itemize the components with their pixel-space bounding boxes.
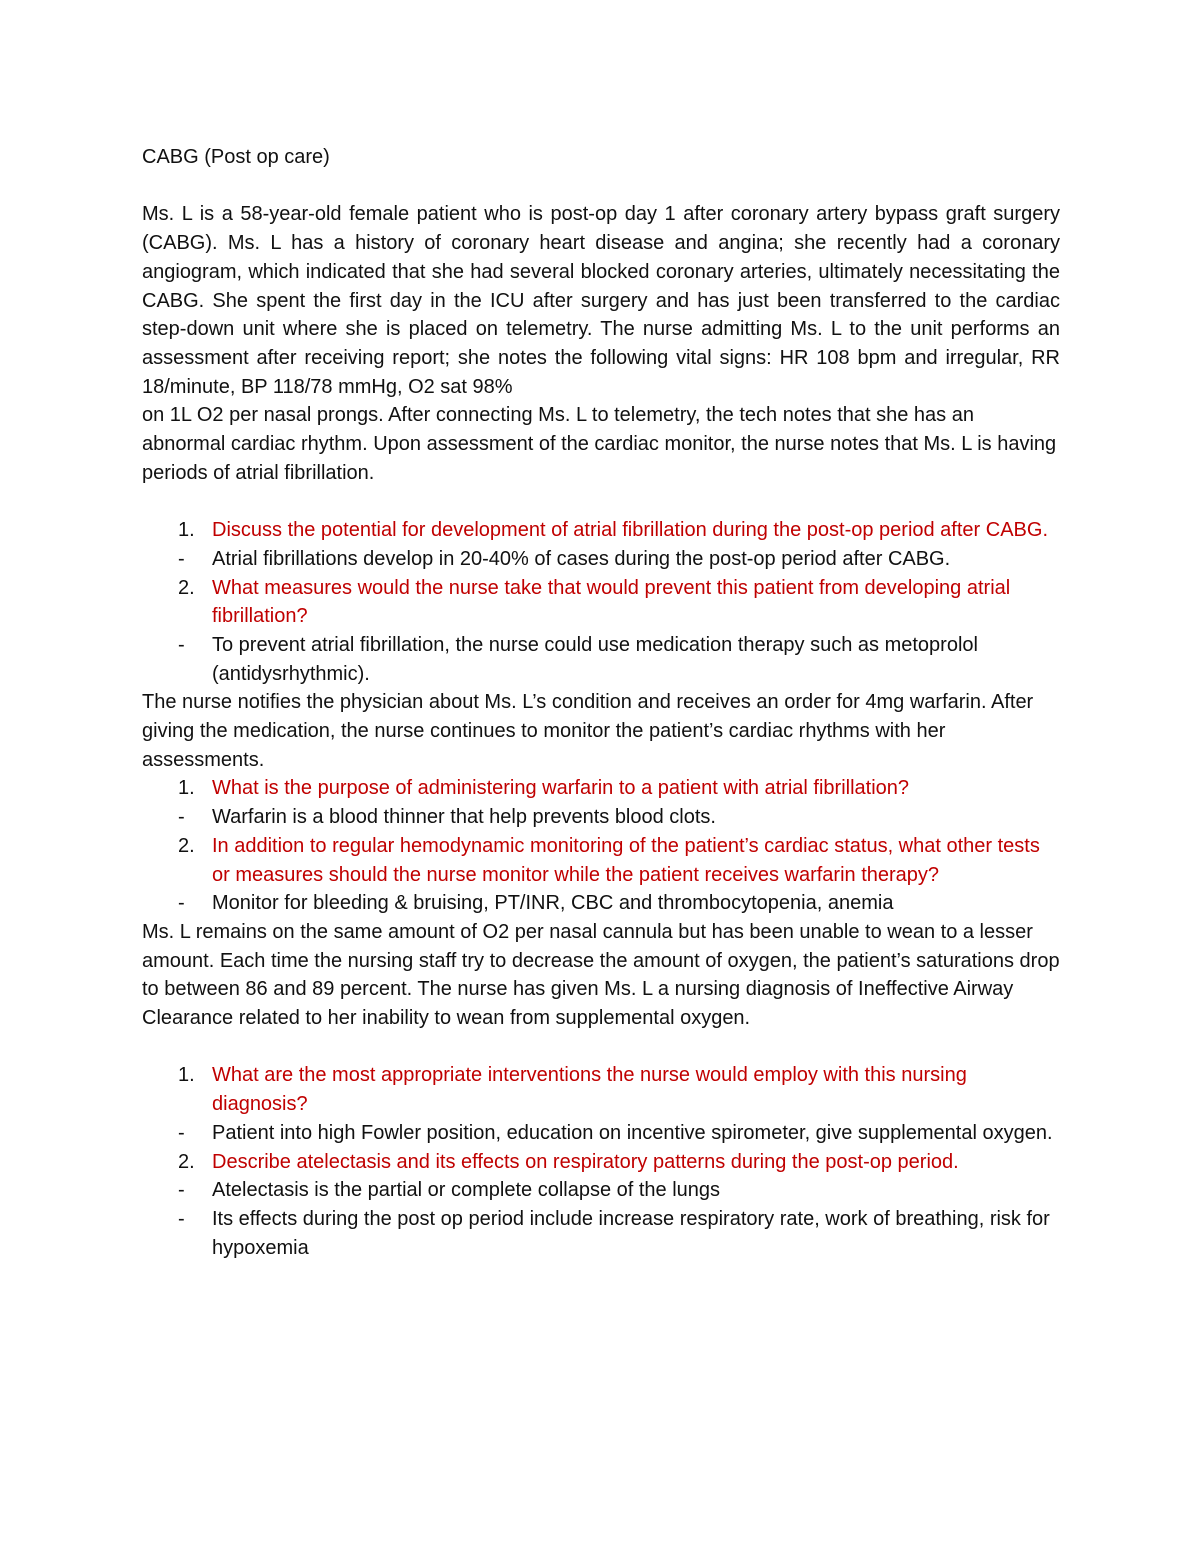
answer-bullet: -: [178, 633, 185, 656]
question-number: 2.: [178, 834, 195, 857]
answer-bullet: -: [178, 547, 185, 570]
question-text: Describe atelectasis and its effects on respiratory patterns during the post-op period.: [212, 1150, 959, 1173]
question-text: In addition to regular hemodynamic monitoring of the patient’s cardiac status, what other tests or measures should the nurse monitor while the patient receives warfarin therapy?: [212, 834, 1040, 886]
spacer: [142, 1033, 1060, 1062]
document-page: [142, 143, 1060, 1262]
question-number: 2.: [178, 1150, 195, 1173]
answer-item: [142, 545, 1060, 574]
answer-bullet: -: [178, 806, 185, 829]
question-number: 1.: [178, 519, 195, 542]
answer-bullet: -: [178, 892, 185, 915]
answer-bullet: -: [178, 1207, 185, 1230]
answer-item: [142, 1119, 1060, 1148]
intro-paragraph-continued: on 1L O2 per nasal prongs. After connecting Ms. L to telemetry, the tech notes that she has an abnormal cardiac rhythm. Upon assessment of the cardiac monitor, the nurse notes that Ms. L is having periods of atrial fibrillation.: [142, 404, 1057, 484]
paragraph-oxygen: Ms. L remains on the same amount of O2 per nasal cannula but has been unable to wean to a lesser amount. Each time the nursing staff try to decrease the amount of oxygen, the patient’s saturations drop to between 86 and 89 percent. The nurse has given Ms. L a nursing diagnosis of Ineffective Airway Clearance related to her inability to wean from supplemental oxygen.: [142, 920, 1060, 1030]
question-text: What is the purpose of administering warfarin to a patient with atrial fibrillation?: [212, 777, 910, 800]
answer-text: To prevent atrial fibrillation, the nurse could use medication therapy such as metoprolol (antidysrhythmic).: [212, 633, 978, 685]
question-list-3: [142, 1061, 1060, 1262]
intro-paragraph: Ms. L is a 58-year-old female patient who is post-op day 1 after coronary artery bypass graft surgery (CABG). Ms. L has a history of coronary heart disease and angina; she recently had a coronary angiogram, which indicated that she had several blocked coronary arteries, ultimately necessitating the CABG. She spent the first day in the ICU after surgery and has just been transferred to the cardiac step-down unit where she is placed on telemetry. The nurse admitting Ms. L to the unit performs an assessment after receiving report; she notes the following vital signs: HR 108 bpm and irregular, RR 18/minute, BP 118/78 mmHg, O2 sat 98%: [142, 203, 1060, 398]
question-number: 1.: [178, 777, 195, 800]
question-list-1: [142, 516, 1060, 688]
question-number: 1.: [178, 1064, 195, 1087]
question-text: What measures would the nurse take that would prevent this patient from developing atrial fibrillation?: [212, 576, 1011, 628]
answer-text: Its effects during the post op period include increase respiratory rate, work of breathing, risk for hypoxemia: [212, 1207, 1050, 1259]
answer-item: [142, 1176, 1060, 1205]
question-item: [142, 574, 1060, 631]
answer-item: [142, 631, 1060, 688]
answer-text: Monitor for bleeding & bruising, PT/INR, CBC and thrombocytopenia, anemia: [212, 892, 894, 915]
question-item: [142, 774, 1060, 803]
document-title: CABG (Post op care): [142, 146, 330, 168]
answer-text: Atrial fibrillations develop in 20-40% of cases during the post-op period after CABG.: [212, 547, 951, 570]
answer-item: [142, 803, 1060, 832]
question-item: [142, 1061, 1060, 1118]
answer-bullet: -: [178, 1121, 185, 1144]
question-item: [142, 832, 1060, 889]
answer-text: Warfarin is a blood thinner that help prevents blood clots.: [212, 806, 716, 829]
spacer: [142, 487, 1060, 516]
answer-text: Atelectasis is the partial or complete collapse of the lungs: [212, 1179, 721, 1202]
answer-text: Patient into high Fowler position, education on incentive spirometer, give supplemental oxygen.: [212, 1121, 1053, 1144]
question-list-2: [142, 774, 1060, 918]
paragraph-warfarin: The nurse notifies the physician about Ms. L’s condition and receives an order for 4mg warfarin. After giving the medication, the nurse continues to monitor the patient’s cardiac rhythms with her assessments.: [142, 691, 1034, 771]
answer-item: [142, 889, 1060, 918]
question-text: Discuss the potential for development of atrial fibrillation during the post-op period after CABG.: [212, 519, 1048, 542]
question-text: What are the most appropriate interventions the nurse would employ with this nursing diagnosis?: [212, 1064, 967, 1116]
question-item: [142, 516, 1060, 545]
answer-bullet: -: [178, 1179, 185, 1202]
question-number: 2.: [178, 576, 195, 599]
question-item: [142, 1148, 1060, 1177]
answer-item: [142, 1205, 1060, 1262]
